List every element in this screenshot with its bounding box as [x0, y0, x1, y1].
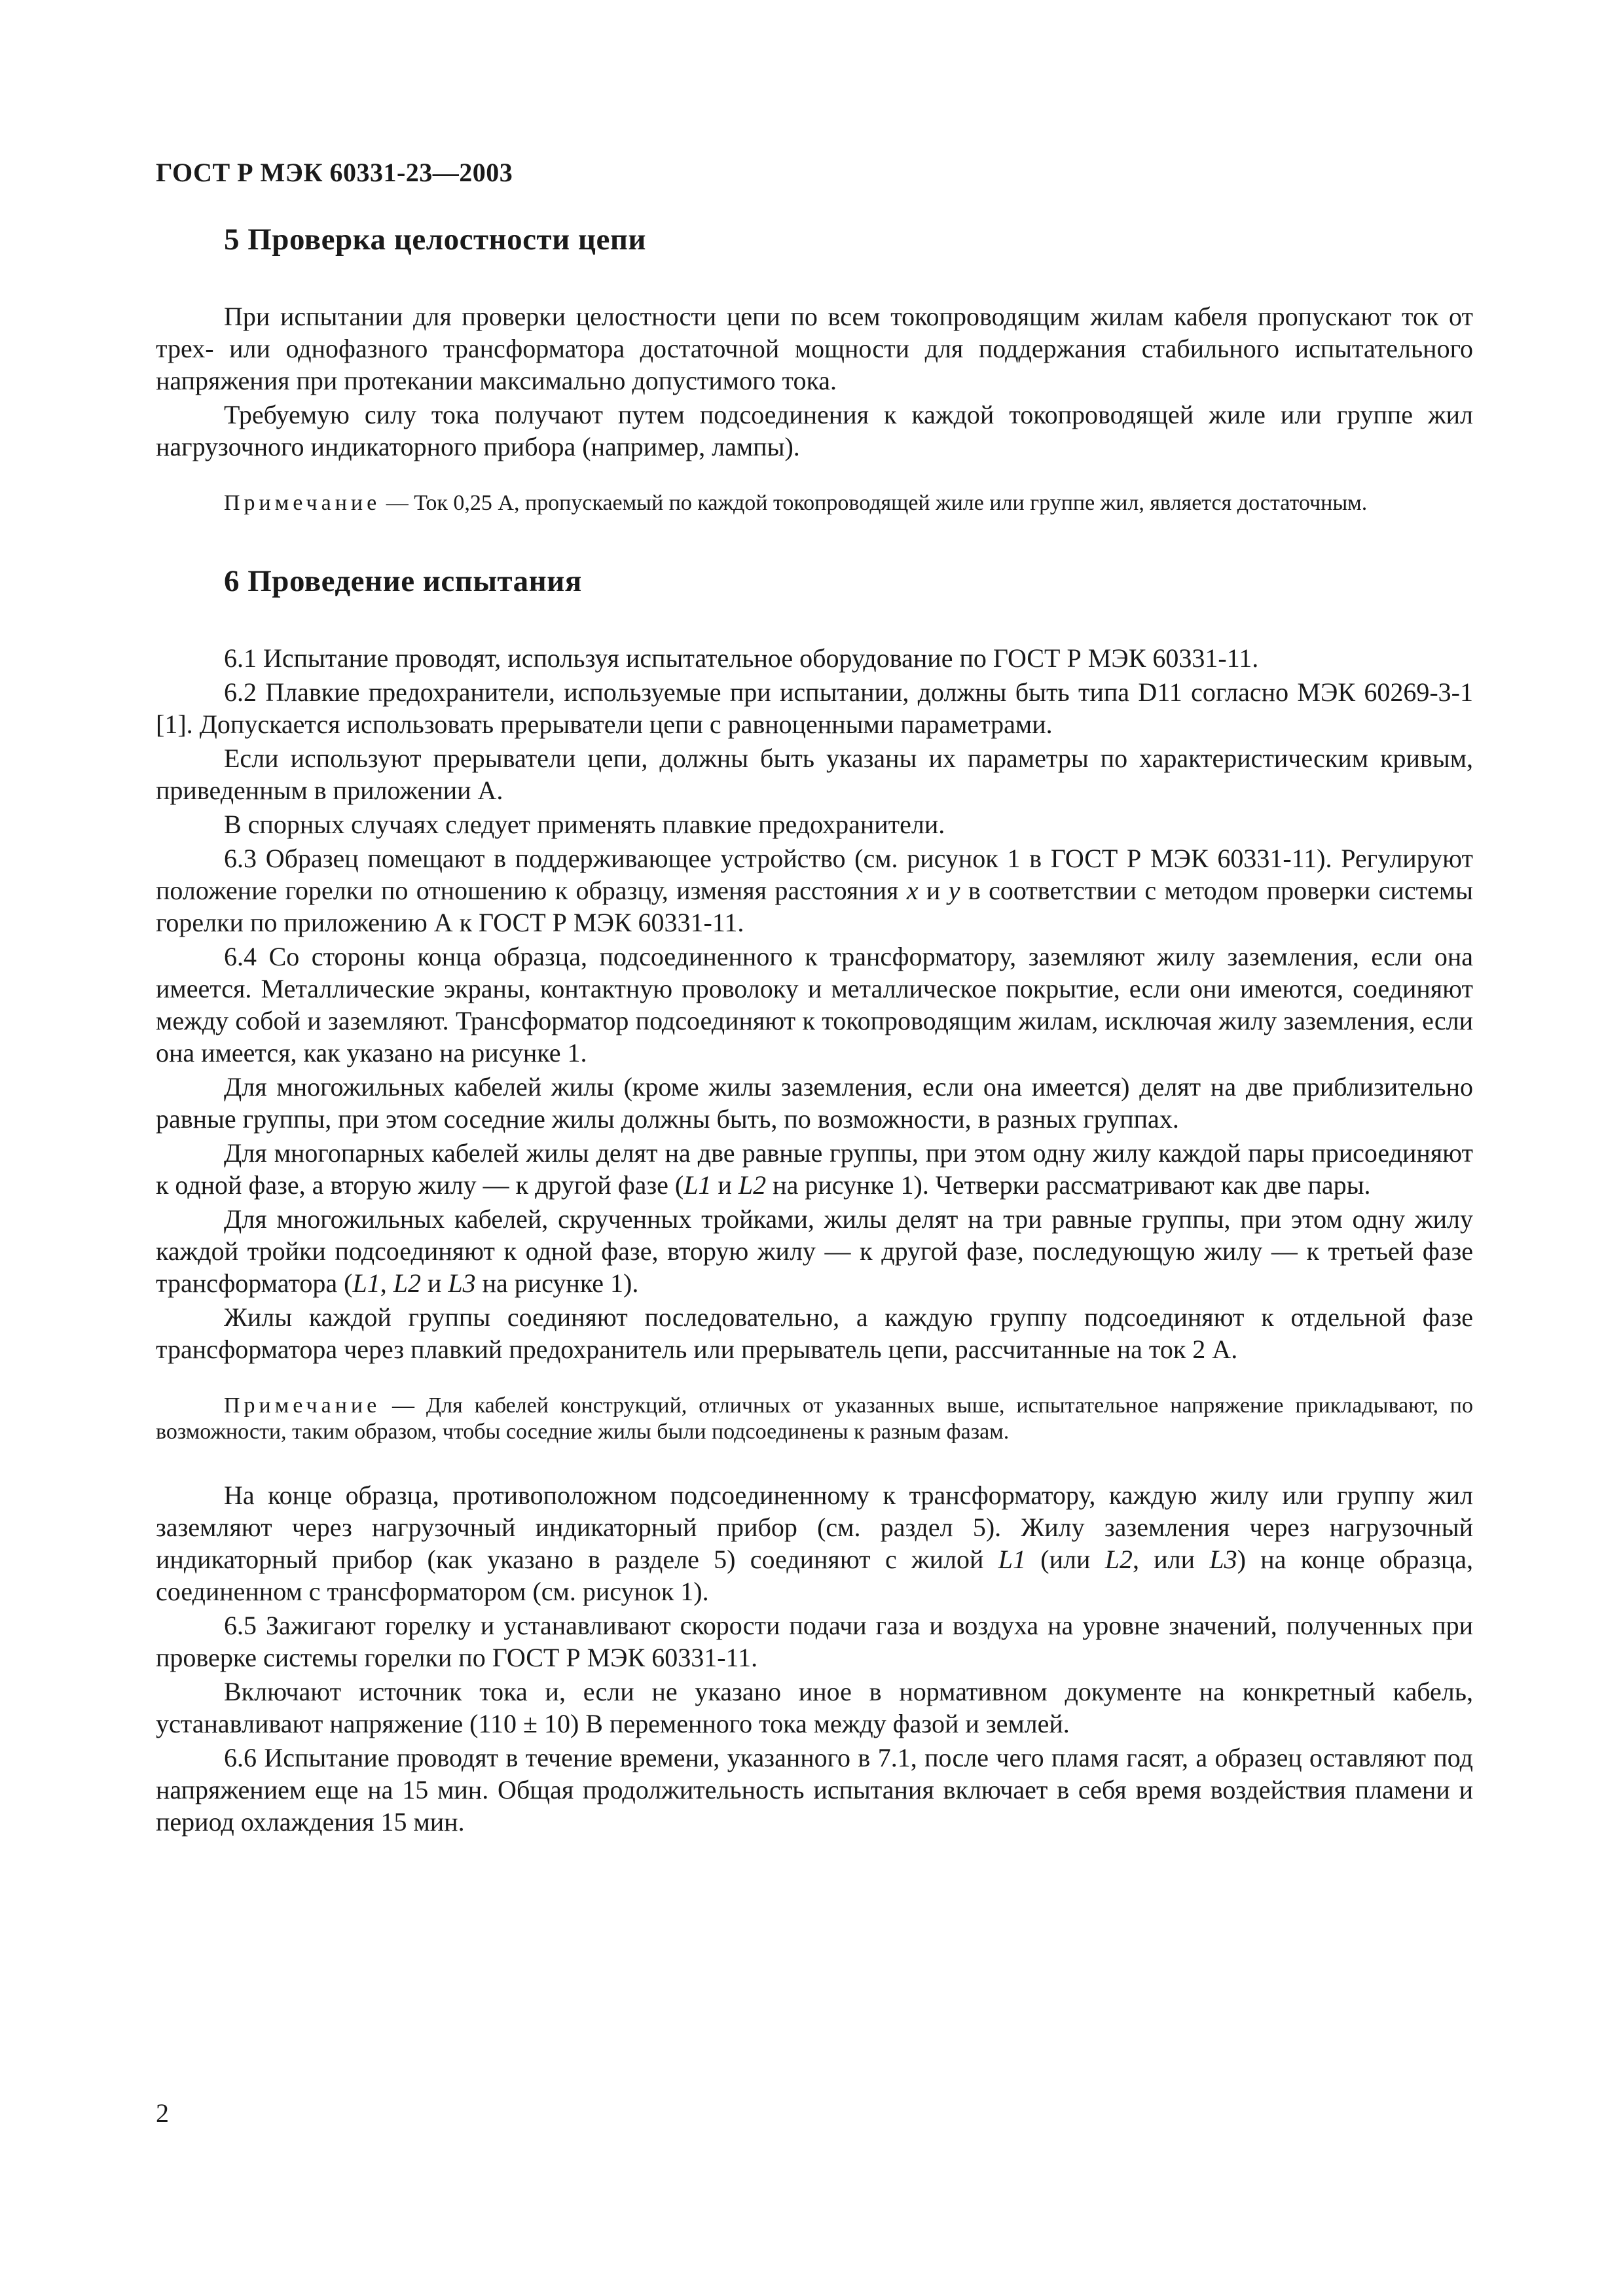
paragraph-6-4-groups: Жилы каждой группы соединяют последовательно, а каждую группу подсоединяют к отдельной фазе трансформатора через плавкий предохранитель или прерыватель цепи, рассчитанные на ток 2 А. — [156, 1302, 1473, 1364]
note-text: — Для кабелей конструкций, отличных от указанных выше, испытательное напряжение прикладывают, по возможности, таким образом, чтобы соседние жилы были подсоединены к разным фазам. — [156, 1393, 1473, 1444]
section-5-note — [156, 490, 1473, 516]
text-run: и — [918, 876, 949, 905]
text-run: на рисунке 1). — [475, 1268, 639, 1298]
note-label: Примечание — [224, 491, 381, 515]
text-run: (или — [1025, 1545, 1105, 1574]
text-run: Для многожильных кабелей, скрученных тройками, жилы делят на три равные группы, при этом одну жилу каждой тройки подсоединяют к одной фазе, вторую жилу — к другой фазе, последующую жилу — к третьей фазе трансформатора ( — [156, 1204, 1473, 1298]
paragraph-6-3 — [156, 842, 1473, 939]
section-6-title: 6 Проведение испытания — [224, 564, 582, 598]
paragraph-6-4-opposite-end — [156, 1479, 1473, 1607]
section-5-paragraph-2: Требуемую силу тока получают путем подсоединения к каждой токопроводящей жиле или группе жил нагрузочного индикаторного прибора (например, лампы). — [156, 400, 1473, 461]
note-text: — Ток 0,25 А, пропускаемый по каждой токопроводящей жиле или группе жил, является достаточным. — [380, 491, 1368, 515]
phase-l2: L2 — [393, 1268, 421, 1298]
paragraph-6-4-multicore: Для многожильных кабелей жилы (кроме жилы заземления, если она имеется) делят на две приблизительно равные группы, при этом соседние жилы должны быть, по возможности, в разных группах. — [156, 1072, 1473, 1134]
page-number: 2 — [156, 2098, 169, 2128]
variable-y: y — [948, 876, 960, 905]
document-id-header: ГОСТ Р МЭК 60331-23—2003 — [156, 158, 513, 187]
text-run: , или — [1132, 1545, 1210, 1574]
paragraph-6-5: 6.5 Зажигают горелку и устанавливают скорости подачи газа и воздуха на уровне значений, полученных при проверке системы горелки по ГОСТ Р МЭК 60331-11. — [156, 1611, 1473, 1672]
paragraph-6-4-triples — [156, 1203, 1473, 1299]
phase-l3: L3 — [448, 1268, 476, 1298]
paragraph-6-2-circuit-breakers: Если используют прерыватели цепи, должны быть указаны их параметры по характеристическим кривым, приведенным в приложении А. — [156, 744, 1473, 805]
text-run: и — [711, 1170, 739, 1200]
paragraph-6-5-voltage: Включают источник тока и, если не указано иное в нормативном документе на конкретный кабель, устанавливают напряжение (110 ± 10) В переменного тока между фазой и землей. — [156, 1677, 1473, 1738]
paragraph-6-6: 6.6 Испытание проводят в течение времени, указанного в 7.1, после чего пламя гасят, а образец оставляют под напряжением еще на 15 мин. Общая продолжительность испытания включает в себя время воздействия пламени и период охлаждения 15 мин. — [156, 1743, 1473, 1837]
text-run: На конце образца, противоположном подсоединенному к трансформатору, каждую жилу или группу жил заземляют через нагрузочный индикаторный прибор (см. раздел 5). Жилу заземления через нагрузочный индикаторный прибор (как указано в разделе 5) соединяют с жилой — [156, 1480, 1473, 1574]
phase-l1: L1 — [684, 1170, 712, 1200]
document-page — [156, 157, 1473, 1840]
text-run: ) на конце образца, соединенном с трансформатором (см. рисунок 1). — [156, 1545, 1474, 1606]
text-run: 6.3 Образец помещают в поддерживающее устройство (см. рисунок 1 в ГОСТ Р МЭК 60331-11). Регулируют положение горелки по отношению к образцу, изменяя расстояния — [156, 844, 1473, 905]
paragraph-6-2-disputes: В спорных случаях следует применять плавкие предохранители. — [224, 810, 945, 839]
paragraph-6-4: 6.4 Со стороны конца образца, подсоединенного к трансформатору, заземляют жилу заземления, если она имеется. Металлические экраны, контактную проволоку и металлическое покрытие, если они имеются, соединяют между собой и заземляют. Трансформатор подсоединяют к токопроводящим жилам, исключая жилу заземления, если она имеется, как указано на рисунке 1. — [156, 942, 1473, 1067]
phase-l1: L1 — [998, 1545, 1026, 1574]
text-run: и — [420, 1268, 448, 1298]
section-5-paragraph-1: При испытании для проверки целостности цепи по всем токопроводящим жилам кабеля пропускают ток от трех- или однофазного трансформатора достаточной мощности для поддержания стабильного испытательного напряжения при протекании максимально допустимого тока. — [156, 302, 1473, 395]
section-6-note — [156, 1393, 1473, 1445]
paragraph-6-2: 6.2 Плавкие предохранители, используемые при испытании, должны быть типа D11 согласно МЭК 60269-3-1 [1]. Допускается использовать прерыватели цепи с равноценными параметрами. — [156, 677, 1473, 739]
text-run: в соответствии с методом проверки системы горелки по приложению А к ГОСТ Р МЭК 60331-11. — [156, 876, 1474, 937]
text-run: на рисунке 1). Четверки рассматривают как две пары. — [766, 1170, 1371, 1200]
text-run: Для многопарных кабелей жилы делят на две равные группы, при этом одну жилу каждой пары присоединяют к одной фазе, а вторую жилу — к другой фазе ( — [156, 1138, 1473, 1200]
paragraph-6-1: 6.1 Испытание проводят, используя испытательное оборудование по ГОСТ Р МЭК 60331-11. — [224, 643, 1259, 673]
phase-l2: L2 — [738, 1170, 767, 1200]
paragraph-6-4-multipair — [156, 1137, 1473, 1201]
section-5-title: 5 Проверка целостности цепи — [224, 223, 646, 257]
phase-l3: L3 — [1209, 1545, 1237, 1574]
phase-l2: L2 — [1104, 1545, 1133, 1574]
phase-l1: L1 — [352, 1268, 380, 1298]
variable-x: x — [906, 876, 919, 905]
note-label: Примечание — [224, 1393, 381, 1418]
text-run: , — [380, 1268, 393, 1298]
